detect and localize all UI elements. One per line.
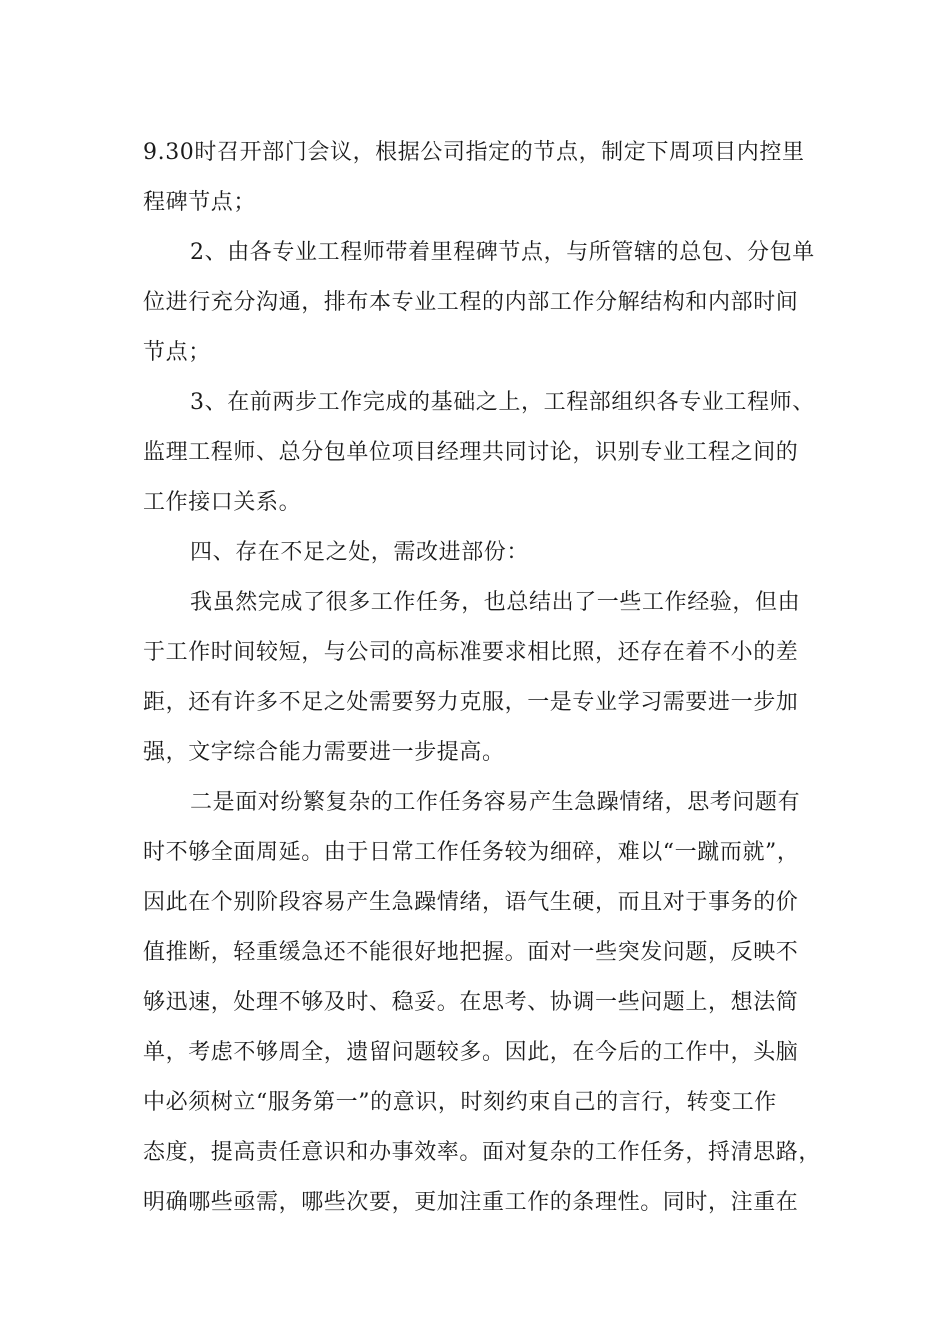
text-line: 监理工程师、总分包单位项目经理共同讨论，识别专业工程之间的	[143, 440, 799, 465]
text-line: 3、在前两步工作完成的基础之上，工程部组织各专业工程师、	[190, 390, 815, 415]
text-line: 我虽然完成了很多工作任务，也总结出了一些工作经验，但由	[190, 590, 801, 615]
text-line: 时不够全面周延。由于日常工作任务较为细碎，难以“一蹴而就”，	[143, 840, 800, 865]
text-line: 距，还有许多不足之处需要努力克服，一是专业学习需要进一步加	[143, 690, 799, 715]
text-line: 位进行充分沟通，排布本专业工程的内部工作分解结构和内部时间	[143, 290, 799, 315]
text-line: 工作接口关系。	[143, 490, 302, 515]
text-line: 明确哪些亟需，哪些次要，更加注重工作的条理性。同时，注重在	[143, 1190, 799, 1215]
text-line: 强，文字综合能力需要进一步提高。	[143, 740, 505, 765]
section-heading: 四、存在不足之处，需改进部份：	[190, 540, 530, 565]
text-line: 于工作时间较短，与公司的高标准要求相比照，还存在着不小的差	[143, 640, 799, 665]
text-line: 节点；	[143, 340, 211, 365]
text-line: 二是面对纷繁复杂的工作任务容易产生急躁情绪，思考问题有	[190, 790, 801, 815]
text-line: 值推断，轻重缓急还不能很好地把握。面对一些突发问题，反映不	[143, 940, 799, 965]
text-line: 程碑节点；	[143, 190, 257, 215]
text-line: 态度，提高责任意识和办事效率。面对复杂的工作任务，捋清思路，	[143, 1140, 822, 1165]
text-line: 单，考虑不够周全，遗留问题较多。因此，在今后的工作中，头脑	[143, 1040, 799, 1065]
text-line: 2、由各专业工程师带着里程碑节点，与所管辖的总包、分包单	[190, 240, 815, 265]
text-line: 中必须树立“服务第一”的意识，时刻约束自己的言行，转变工作	[143, 1090, 777, 1115]
text-line: 够迅速，处理不够及时、稳妥。在思考、协调一些问题上，想法简	[143, 990, 799, 1015]
text-line: 因此在个别阶段容易产生急躁情绪，语气生硬，而且对于事务的价	[143, 890, 799, 915]
text-line: 9.30时召开部门会议，根据公司指定的节点，制定下周项目内控里	[143, 140, 805, 165]
